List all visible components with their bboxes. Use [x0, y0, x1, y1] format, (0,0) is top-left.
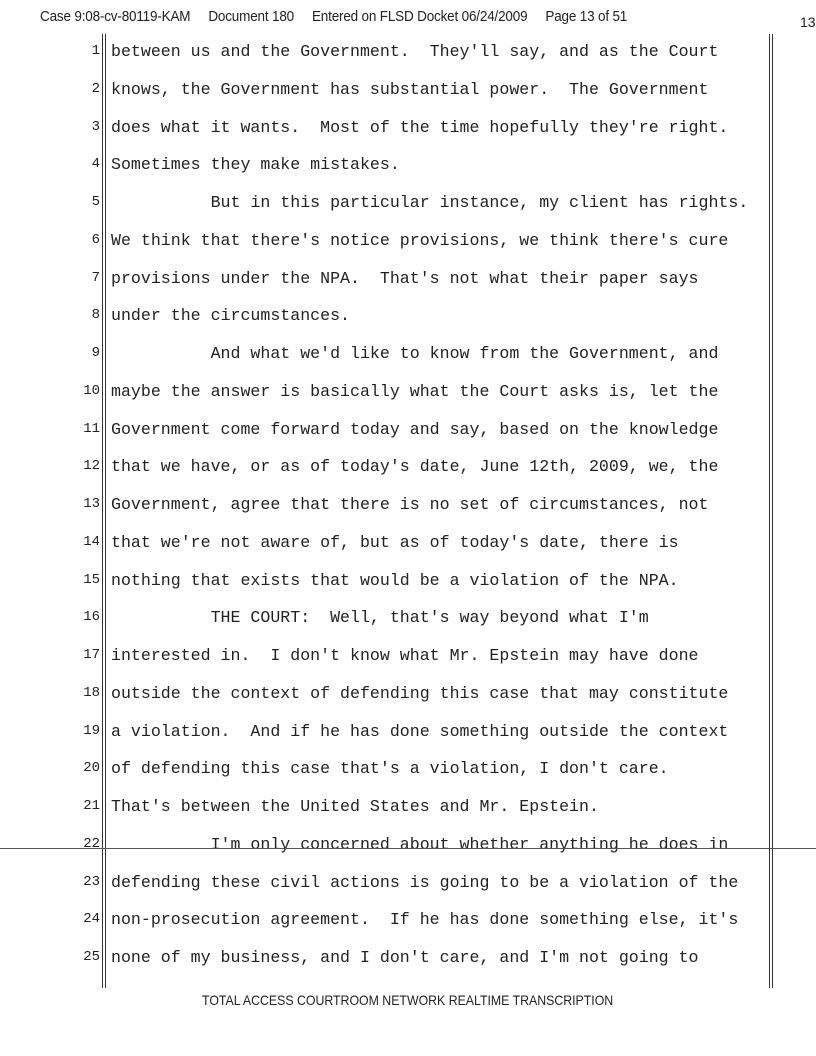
- line-text: nothing that exists that would be a violation of the NPA.: [111, 570, 679, 590]
- transcript-line: [0, 193, 816, 213]
- line-text: That's between the United States and Mr. Epstein.: [111, 797, 599, 816]
- line-text: THE COURT: Well, that's way beyond what I'm: [111, 608, 649, 628]
- docket-header: [40, 8, 642, 25]
- line-number: 12: [83, 458, 100, 475]
- line-text: under the circumstances.: [111, 306, 350, 326]
- transcript-line: [0, 118, 816, 138]
- footer-text: TOTAL ACCESS COURTROOM NETWORK REALTIME TRANSCRIPTION: [202, 992, 614, 1008]
- line-text: Sometimes they make mistakes.: [111, 155, 400, 175]
- line-number: 5: [91, 194, 100, 210]
- transcript-line: [0, 155, 816, 175]
- transcript-page-number: 13: [800, 14, 816, 30]
- transcript-line: [0, 608, 816, 628]
- line-number: 21: [83, 798, 100, 814]
- case-number: Case 9:08-cv-80119-KAM: [40, 8, 191, 25]
- line-text: between us and the Government. They'll say, and as the Court: [111, 42, 719, 61]
- line-number: 14: [83, 533, 100, 550]
- line-text: I'm only concerned about whether anything he does in: [111, 834, 729, 854]
- line-number: 1: [91, 43, 100, 59]
- line-number: 4: [91, 156, 100, 173]
- line-number: 10: [83, 382, 100, 399]
- line-number: 8: [91, 307, 100, 324]
- line-number: 11: [83, 420, 100, 437]
- transcript-line: [0, 382, 816, 402]
- transcript-line: [0, 835, 816, 855]
- line-number: 6: [91, 231, 100, 248]
- transcript-line: [0, 231, 816, 251]
- transcript-line: [0, 797, 816, 817]
- line-text: that we're not aware of, but as of today's date, there is: [111, 532, 679, 552]
- line-number: 17: [83, 647, 100, 663]
- transcript-line: [0, 269, 816, 289]
- line-text: defending these civil actions is going to be a violation of the: [111, 872, 739, 892]
- transcript-line: [0, 306, 816, 326]
- line-text: We think that there's notice provisions, we think there's cure: [111, 230, 729, 250]
- line-number: 19: [83, 722, 100, 739]
- line-number: 20: [83, 760, 100, 777]
- line-number: 3: [91, 118, 100, 135]
- transcript-line: [0, 457, 816, 477]
- line-text: none of my business, and I don't care, and I'm not going to: [111, 948, 699, 967]
- transcript-line: [0, 948, 816, 968]
- transcript-line: [0, 344, 816, 364]
- transcript-line: [0, 80, 816, 100]
- line-number: 22: [83, 835, 100, 852]
- line-text: maybe the answer is basically what the Court asks is, let the: [111, 381, 719, 401]
- line-number: 13: [83, 496, 100, 512]
- docket-entry: Entered on FLSD Docket 06/24/2009: [311, 8, 528, 25]
- line-text: of defending this case that's a violation, I don't care.: [111, 759, 669, 779]
- transcript-line: [0, 910, 816, 930]
- line-number: 7: [91, 269, 100, 286]
- footer: [0, 992, 816, 1008]
- transcript-line: [0, 420, 816, 440]
- line-text: outside the context of defending this case that may constitute: [111, 683, 729, 703]
- line-text: Government come forward today and say, based on the knowledge: [111, 419, 719, 439]
- transcript-line: [0, 873, 816, 893]
- line-text: a violation. And if he has done something outside the context: [111, 721, 729, 741]
- transcript-line: [0, 533, 816, 553]
- line-text: knows, the Government has substantial power. The Government: [111, 79, 709, 99]
- line-text: does what it wants. Most of the time hopefully they're right.: [111, 117, 729, 137]
- line-number: 25: [83, 949, 100, 965]
- transcript-line: [0, 42, 816, 62]
- line-number: 2: [91, 80, 100, 97]
- line-text: And what we'd like to know from the Government, and: [111, 344, 719, 363]
- transcript-line: [0, 646, 816, 666]
- line-number: 9: [91, 345, 100, 361]
- transcript-line: [0, 495, 816, 515]
- line-number: 15: [83, 571, 100, 588]
- line-number: 16: [83, 609, 100, 626]
- page-indicator: Page 13 of 51: [545, 8, 628, 25]
- line-text: But in this particular instance, my client has rights.: [111, 193, 749, 212]
- line-text: interested in. I don't know what Mr. Epstein may have done: [111, 646, 699, 665]
- transcript-line: [0, 759, 816, 779]
- horizontal-scan-line: [0, 848, 816, 849]
- line-text: non-prosecution agreement. If he has done something else, it's: [111, 910, 739, 930]
- line-text: provisions under the NPA. That's not what their paper says: [111, 268, 699, 288]
- line-number: 23: [83, 873, 100, 890]
- line-text: Government, agree that there is no set of circumstances, not: [111, 495, 709, 514]
- transcript-line: [0, 722, 816, 742]
- line-text: that we have, or as of today's date, June 12th, 2009, we, the: [111, 457, 719, 477]
- line-number: 24: [83, 911, 100, 928]
- line-number: 18: [83, 684, 100, 701]
- transcript-line: [0, 684, 816, 704]
- document-number: Document 180: [208, 8, 294, 25]
- transcript-line: [0, 571, 816, 591]
